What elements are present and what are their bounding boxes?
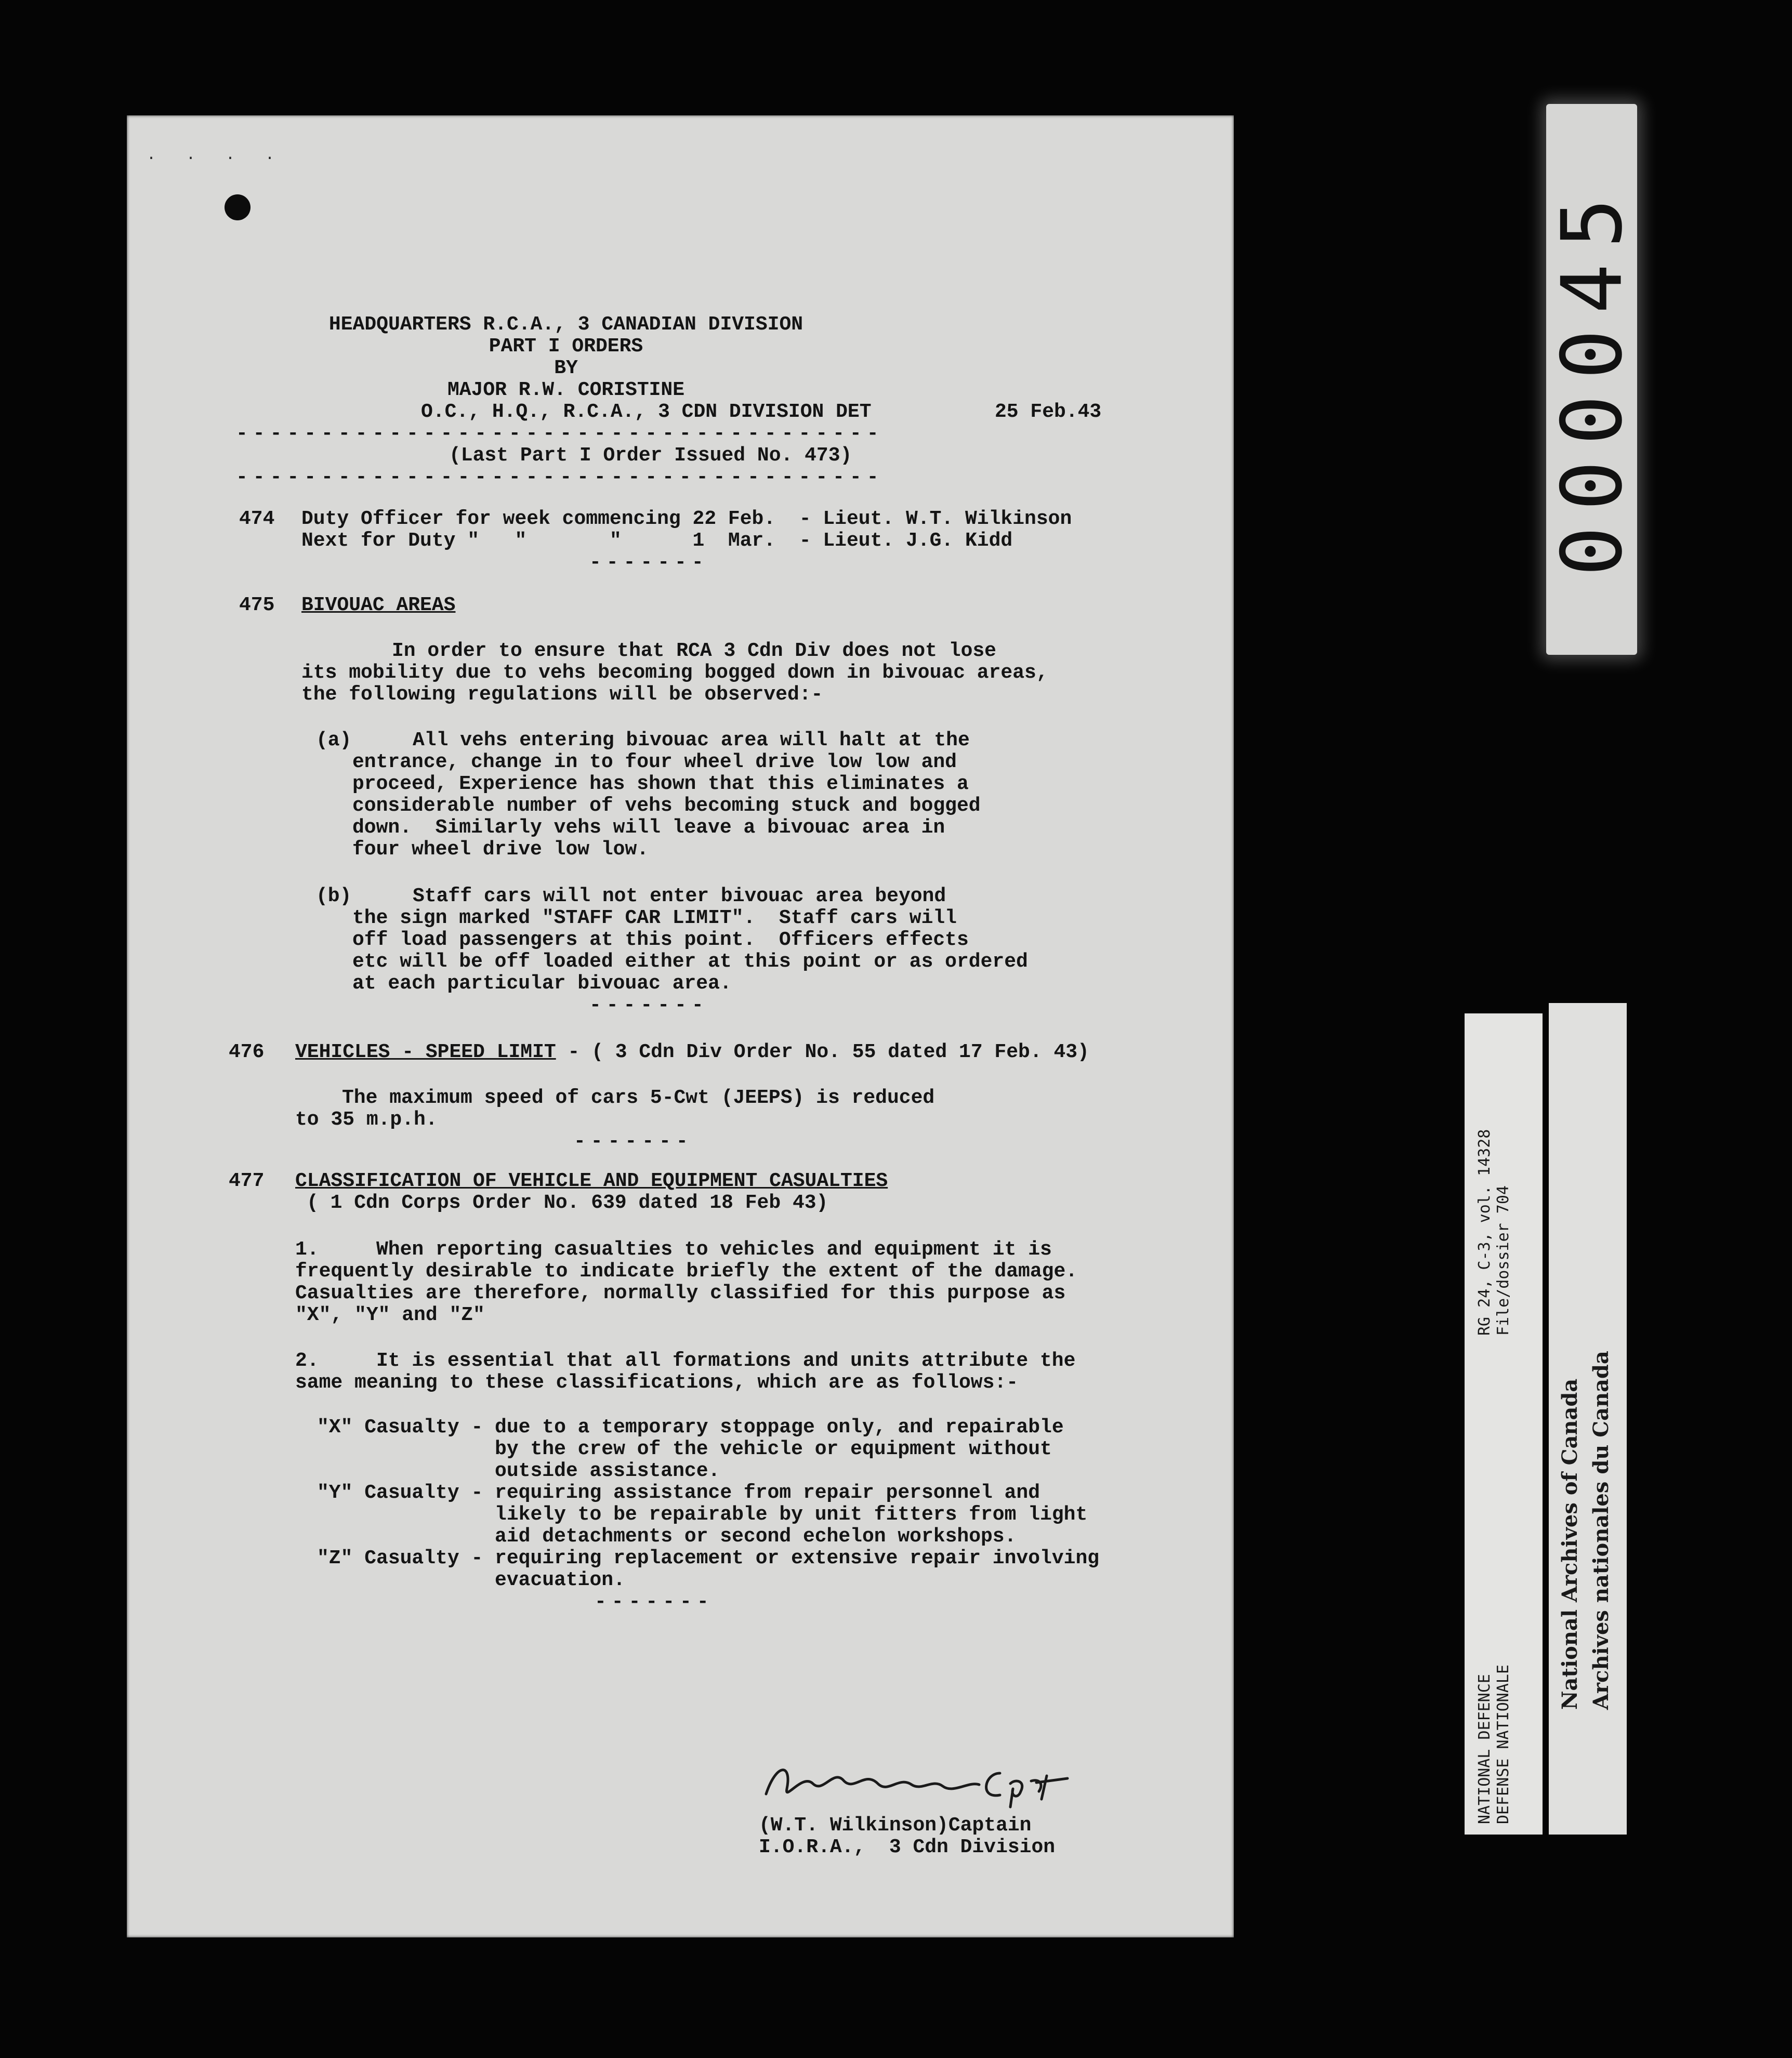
item-476-para-line-2: to 35 m.p.h.	[295, 1109, 438, 1131]
item-477-p1-line-3: Casualties are therefore, normally classified for this purpose as	[295, 1282, 1066, 1304]
casualty-z-line-1: "Z" Casualty - requiring replacement or extensive repair involving	[317, 1547, 1100, 1569]
item-476-number: 476	[229, 1041, 265, 1063]
paper-specks: . . . .	[147, 147, 285, 164]
item-475-b-line-4: etc will be off loaded either at this point or as ordered	[352, 951, 1028, 973]
casualty-x-line-3: outside assistance.	[317, 1460, 720, 1482]
item-477-p1-line-2: frequently desirable to indicate briefly the extent of the damage.	[295, 1260, 1078, 1283]
signature-title: I.O.R.A., 3 Cdn Division	[759, 1836, 1056, 1858]
item-475-number: 475	[239, 594, 275, 616]
archive-institution-label	[1549, 1003, 1627, 1835]
casualty-x-line-2: by the crew of the vehicle or equipment without	[317, 1438, 1052, 1460]
item-476-separator: -------	[574, 1130, 693, 1153]
item-476-reference: - ( 3 Cdn Div Order No. 55 dated 17 Feb. 43)	[556, 1041, 1089, 1063]
punch-hole	[225, 194, 251, 220]
item-475-a-label: (a)	[316, 729, 352, 751]
ref-line-1: RG 24, C-3, vol. 14328	[1475, 1129, 1494, 1336]
casualty-y-line-3: aid detachments or second echelon workshops.	[317, 1525, 1017, 1548]
item-475-separator: -------	[589, 994, 709, 1017]
divider-top: --------------------------------------	[236, 423, 884, 445]
item-477-p2-number: 2.	[295, 1350, 319, 1372]
frame-number: 000045	[1543, 182, 1640, 576]
casualty-z-line-2: evacuation.	[317, 1569, 625, 1591]
item-475-b-line-5: at each particular bivouac area.	[352, 972, 732, 995]
item-477-p2-line-2: same meaning to these classifications, which are as follows:-	[295, 1371, 1019, 1394]
last-order-line: (Last Part I Order Issued No. 473)	[449, 444, 852, 467]
casualty-y-line-1: "Y" Casualty - requiring assistance from repair personnel and	[317, 1482, 1040, 1504]
item-475-b-line-1: Staff cars will not enter bivouac area beyond	[413, 885, 946, 907]
document-page	[127, 115, 1234, 1937]
header-date: 25 Feb.43	[995, 401, 1102, 423]
casualty-x-line-1: "X" Casualty - due to a temporary stoppage only, and repairable	[317, 1416, 1064, 1439]
handwritten-signature	[756, 1752, 1119, 1810]
item-477-p2-line-1: It is essential that all formations and units attribute the	[376, 1350, 1076, 1372]
header-line-4: MAJOR R.W. CORISTINE	[447, 379, 685, 401]
ref-line-2: File/dossier 704	[1494, 1185, 1512, 1336]
item-477-p1-number: 1.	[295, 1238, 319, 1261]
item-477-reference: ( 1 Cdn Corps Order No. 639 dated 18 Feb 43)	[307, 1192, 828, 1214]
signature-name: (W.T. Wilkinson)Captain	[759, 1814, 1032, 1837]
item-475-b-line-3: off load passengers at this point. Officers effects	[352, 929, 969, 951]
nd-line-1: NATIONAL DEFENCE	[1475, 1674, 1494, 1824]
archives-line-1: National Archives of Canada	[1558, 1378, 1582, 1710]
casualty-y-line-2: likely to be repairable by unit fitters from light	[317, 1503, 1088, 1526]
item-474-line-1: Duty Officer for week commencing 22 Feb. - Lieut. W.T. Wilkinson	[301, 508, 1072, 530]
item-474-line-2: Next for Duty " " " 1 Mar. - Lieut. J.G. Kidd	[301, 530, 1013, 552]
header-line-3: BY	[554, 357, 578, 379]
item-475-a-line-4: considerable number of vehs becoming stuck and bogged	[352, 795, 981, 817]
item-475-para-line-1: In order to ensure that RCA 3 Cdn Div does not lose	[392, 640, 996, 662]
header-line-2: PART I ORDERS	[489, 335, 643, 358]
item-477-p1-line-1: When reporting casualties to vehicles and equipment it is	[376, 1238, 1052, 1261]
item-475-b-line-2: the sign marked "STAFF CAR LIMIT". Staff cars will	[352, 907, 957, 929]
item-476-title: VEHICLES - SPEED LIMIT	[295, 1041, 556, 1063]
item-475-b-label: (b)	[316, 885, 352, 907]
item-475-a-line-3: proceed, Experience has shown that this eliminates a	[352, 773, 969, 795]
item-474-number: 474	[239, 508, 275, 530]
item-475-a-line-6: four wheel drive low low.	[352, 838, 649, 861]
divider-bottom: --------------------------------------	[236, 466, 884, 489]
nd-line-2: DEFENSE NATIONALE	[1494, 1664, 1512, 1824]
item-475-a-line-5: down. Similarly vehs will leave a bivouac area in	[352, 816, 945, 839]
item-476-title-row	[295, 1041, 1089, 1063]
archives-line-2: Archives nationales du Canada	[1589, 1351, 1613, 1710]
item-476-para-line-1: The maximum speed of cars 5-Cwt (JEEPS) is reduced	[342, 1087, 935, 1109]
item-475-a-line-1: All vehs entering bivouac area will halt at the	[413, 729, 970, 751]
item-475-a-line-2: entrance, change in to four wheel drive low low and	[352, 751, 957, 773]
item-474-separator: -------	[589, 551, 709, 574]
item-477-separator: -------	[595, 1591, 714, 1613]
archive-reference-label	[1465, 1013, 1543, 1835]
item-475-title: BIVOUAC AREAS	[301, 594, 456, 616]
item-475-para-line-3: the following regulations will be observed:-	[301, 683, 823, 706]
item-477-number: 477	[229, 1170, 265, 1192]
item-477-p1-line-4: "X", "Y" and "Z"	[295, 1304, 485, 1326]
header-line-5: O.C., H.Q., R.C.A., 3 CDN DIVISION DET	[421, 401, 872, 423]
item-477-title: CLASSIFICATION OF VEHICLE AND EQUIPMENT CASUALTIES	[295, 1170, 888, 1192]
header-line-1: HEADQUARTERS R.C.A., 3 CANADIAN DIVISION	[328, 313, 803, 336]
item-475-para-line-2: its mobility due to vehs becoming bogged down in bivouac areas,	[301, 662, 1048, 684]
frame-number-strip	[1543, 104, 1640, 655]
